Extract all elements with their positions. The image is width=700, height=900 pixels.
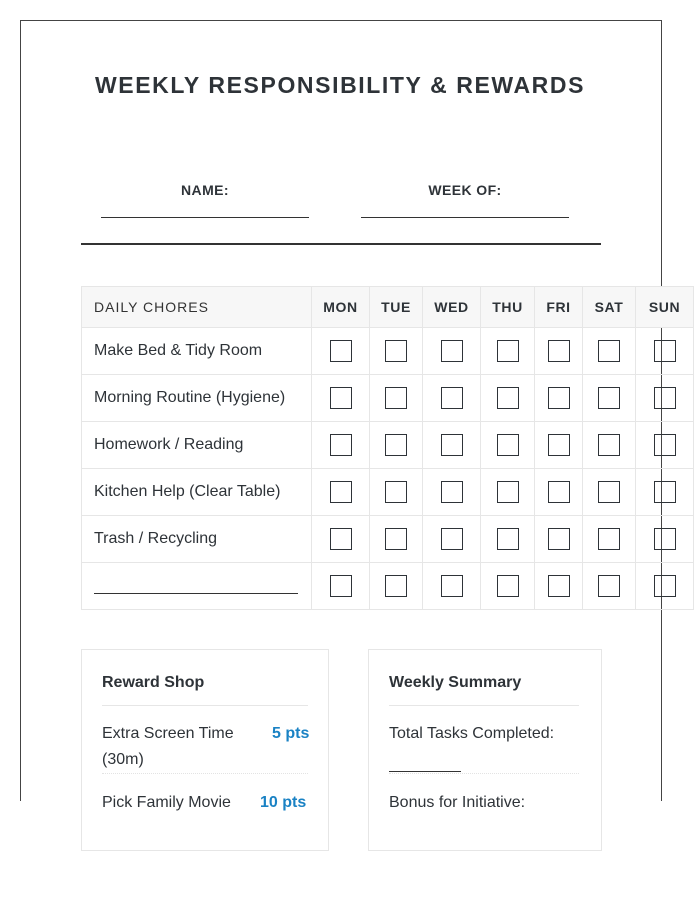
chore-row — [82, 469, 694, 516]
chores-header-row — [82, 287, 694, 328]
day-cell-sat — [583, 422, 636, 469]
day-cell-thu — [481, 328, 535, 375]
chore-checkbox[interactable] — [330, 387, 352, 409]
day-cell-fri — [535, 328, 583, 375]
day-cell-tue — [370, 516, 423, 563]
day-cell-mon — [312, 469, 370, 516]
chore-checkbox[interactable] — [548, 340, 570, 362]
chore-checkbox[interactable] — [385, 340, 407, 362]
day-cell-mon — [312, 422, 370, 469]
chore-checkbox[interactable] — [497, 387, 519, 409]
summary-row-divider — [389, 773, 579, 774]
day-cell-sat — [583, 375, 636, 422]
chore-name: Make Bed & Tidy Room — [82, 328, 312, 375]
day-cell-mon — [312, 375, 370, 422]
day-cell-sun — [636, 422, 694, 469]
day-cell-sat — [583, 328, 636, 375]
day-cell-fri — [535, 375, 583, 422]
reward-item-points: 5 pts — [272, 725, 310, 742]
chore-name: Trash / Recycling — [82, 516, 312, 563]
chore-checkbox[interactable] — [654, 528, 676, 550]
reward-shop-divider — [102, 705, 308, 706]
reward-item — [102, 721, 308, 773]
day-cell-fri — [535, 563, 583, 610]
chore-checkbox[interactable] — [385, 528, 407, 550]
day-cell-tue — [370, 469, 423, 516]
chore-checkbox[interactable] — [548, 481, 570, 503]
page-title: WEEKLY RESPONSIBILITY & REWARDS — [94, 72, 586, 98]
chore-checkbox[interactable] — [441, 387, 463, 409]
chore-checkbox[interactable] — [385, 387, 407, 409]
chore-checkbox[interactable] — [654, 340, 676, 362]
week-of-label: WEEK OF: — [428, 182, 502, 198]
day-cell-sun — [636, 563, 694, 610]
day-cell-sun — [636, 516, 694, 563]
chore-checkbox[interactable] — [598, 434, 620, 456]
reward-shop-card — [81, 649, 329, 851]
day-cell-wed — [423, 469, 481, 516]
chore-checkbox[interactable] — [441, 481, 463, 503]
chore-checkbox[interactable] — [441, 434, 463, 456]
chore-checkbox[interactable] — [548, 575, 570, 597]
day-cell-wed — [423, 516, 481, 563]
chore-name: Homework / Reading — [82, 422, 312, 469]
day-cell-sun — [636, 375, 694, 422]
chore-name: Kitchen Help (Clear Table) — [82, 469, 312, 516]
chore-checkbox[interactable] — [654, 575, 676, 597]
day-cell-mon — [312, 516, 370, 563]
day-cell-fri — [535, 422, 583, 469]
reward-item — [102, 790, 308, 816]
day-header-fri: FRI — [535, 287, 583, 328]
chore-checkbox[interactable] — [330, 575, 352, 597]
chore-checkbox[interactable] — [598, 340, 620, 362]
chore-row — [82, 422, 694, 469]
weekly-summary-divider — [389, 705, 579, 706]
day-cell-sun — [636, 469, 694, 516]
day-cell-fri — [535, 469, 583, 516]
day-header-wed: WED — [423, 287, 481, 328]
chore-checkbox[interactable] — [330, 434, 352, 456]
day-cell-wed — [423, 563, 481, 610]
chore-checkbox[interactable] — [598, 575, 620, 597]
chore-checkbox[interactable] — [548, 387, 570, 409]
chore-checkbox[interactable] — [598, 481, 620, 503]
chore-checkbox[interactable] — [330, 340, 352, 362]
chore-checkbox[interactable] — [598, 528, 620, 550]
day-cell-tue — [370, 422, 423, 469]
name-label: NAME: — [181, 182, 229, 198]
day-cell-tue — [370, 375, 423, 422]
daily-chores-header: DAILY CHORES — [82, 287, 312, 328]
header-divider — [81, 243, 601, 245]
reward-item-name: Extra Screen Time (30m) — [102, 725, 234, 768]
day-header-sun: SUN — [636, 287, 694, 328]
chore-checkbox[interactable] — [330, 528, 352, 550]
day-cell-thu — [481, 563, 535, 610]
chore-checkbox[interactable] — [497, 481, 519, 503]
reward-row-divider — [102, 773, 308, 774]
summary-item — [389, 790, 525, 816]
chore-checkbox[interactable] — [441, 528, 463, 550]
day-cell-wed — [423, 328, 481, 375]
day-cell-mon — [312, 328, 370, 375]
summary-item — [389, 721, 554, 781]
chore-name: Morning Routine (Hygiene) — [82, 375, 312, 422]
chore-checkbox[interactable] — [497, 528, 519, 550]
name-field-line[interactable] — [101, 217, 309, 218]
chore-checkbox[interactable] — [497, 340, 519, 362]
day-header-sat: SAT — [583, 287, 636, 328]
day-cell-fri — [535, 516, 583, 563]
day-cell-thu — [481, 422, 535, 469]
chore-checkbox[interactable] — [548, 434, 570, 456]
chore-checkbox[interactable] — [385, 481, 407, 503]
day-cell-wed — [423, 375, 481, 422]
chore-checkbox[interactable] — [385, 434, 407, 456]
day-header-mon: MON — [312, 287, 370, 328]
day-cell-sat — [583, 516, 636, 563]
chore-checkbox[interactable] — [654, 387, 676, 409]
reward-shop-title: Reward Shop — [102, 674, 205, 691]
custom-chore-blank[interactable] — [82, 563, 312, 610]
day-cell-mon — [312, 563, 370, 610]
chore-checkbox[interactable] — [548, 528, 570, 550]
chore-checkbox[interactable] — [385, 575, 407, 597]
chore-checkbox[interactable] — [441, 340, 463, 362]
day-cell-sat — [583, 469, 636, 516]
summary-item-label: Total Tasks Completed: — [389, 725, 555, 742]
day-header-thu: THU — [481, 287, 535, 328]
chore-checkbox[interactable] — [497, 575, 519, 597]
chores-table — [81, 286, 694, 610]
summary-item-label: Bonus for Initiative: — [389, 794, 526, 811]
chore-checkbox[interactable] — [497, 434, 519, 456]
weekly-summary-title: Weekly Summary — [389, 674, 522, 691]
day-cell-tue — [370, 328, 423, 375]
chore-checkbox[interactable] — [441, 575, 463, 597]
chore-checkbox[interactable] — [598, 387, 620, 409]
chore-row — [82, 328, 694, 375]
day-header-tue: TUE — [370, 287, 423, 328]
custom-chore-line[interactable] — [94, 593, 298, 594]
reward-item-name: Pick Family Movie — [102, 794, 231, 811]
day-cell-sat — [583, 563, 636, 610]
day-cell-sun — [636, 328, 694, 375]
chore-checkbox[interactable] — [330, 481, 352, 503]
day-cell-thu — [481, 516, 535, 563]
chore-checkbox[interactable] — [654, 481, 676, 503]
week-of-field-line[interactable] — [361, 217, 569, 218]
chore-row — [82, 375, 694, 422]
chore-row — [82, 563, 694, 610]
day-cell-tue — [370, 563, 423, 610]
chore-row — [82, 516, 694, 563]
summary-blank-line[interactable] — [389, 771, 461, 772]
day-cell-thu — [481, 375, 535, 422]
day-cell-thu — [481, 469, 535, 516]
chore-checkbox[interactable] — [654, 434, 676, 456]
weekly-summary-card — [368, 649, 602, 851]
day-cell-wed — [423, 422, 481, 469]
reward-item-points: 10 pts — [260, 794, 307, 811]
